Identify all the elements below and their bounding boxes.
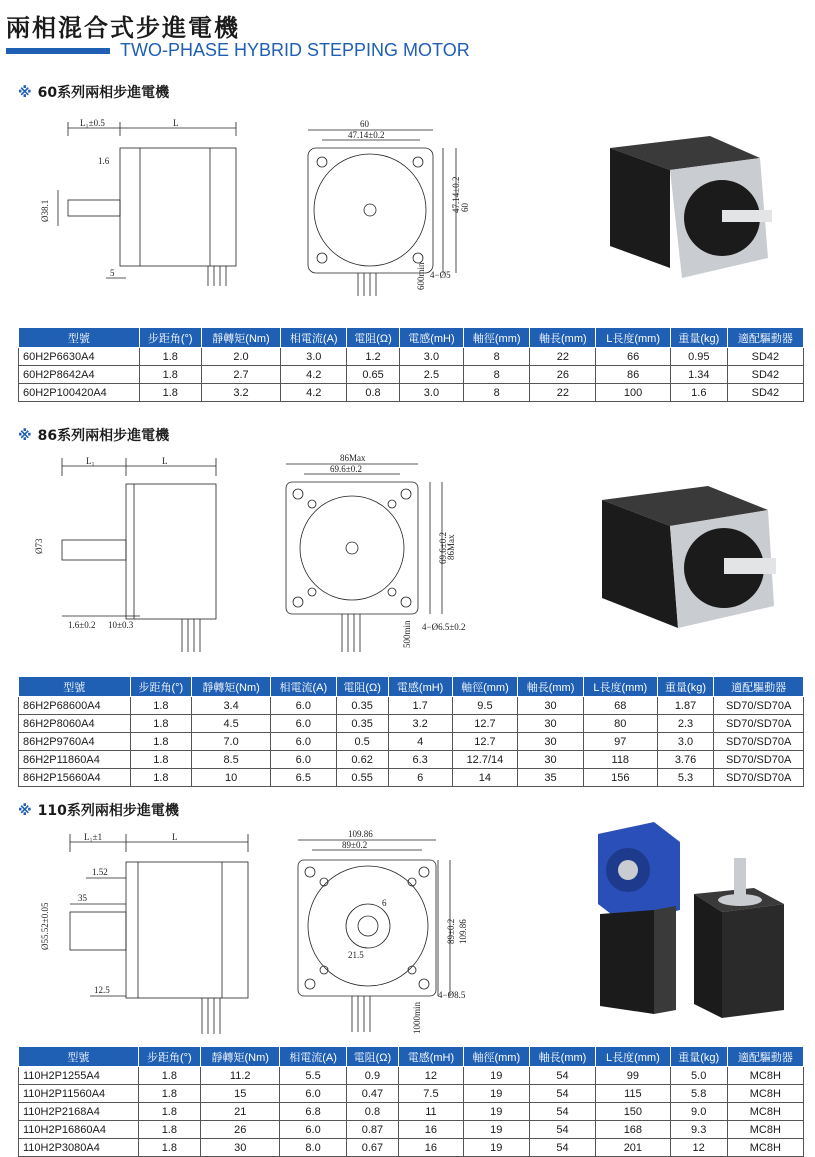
dim-110-l1: L₁±1 — [84, 832, 103, 842]
dim-60-5: 5 — [110, 268, 115, 278]
motor-86-photo — [588, 478, 788, 638]
table-cell: 99 — [596, 1067, 671, 1085]
table-header-row — [19, 328, 804, 348]
table-cell: 15 — [200, 1085, 280, 1103]
table-row — [19, 1121, 804, 1139]
col-shaft-dia: 軸徑(mm) — [463, 1047, 529, 1067]
table-cell: 1.8 — [138, 1121, 200, 1139]
col-length: L長度(mm) — [583, 677, 657, 697]
table-row — [19, 1139, 804, 1157]
section-86-front-drawing — [282, 452, 492, 662]
table-cell: 6.0 — [271, 715, 337, 733]
section-110-heading — [18, 800, 179, 820]
table-cell: 2.7 — [201, 366, 280, 384]
dim-60-right-inner: 47.14±0.2 — [451, 176, 461, 213]
table-cell: 0.35 — [336, 715, 388, 733]
dim-60-front-outer: 60 — [360, 119, 369, 129]
col-shaft-dia: 軸徑(mm) — [464, 328, 530, 348]
table-cell: 1.8 — [130, 715, 192, 733]
table-cell: 3.2 — [201, 384, 280, 402]
table-cell: 54 — [529, 1103, 595, 1121]
dim-86-hole: 4−Ø6.5±0.2 — [422, 622, 466, 632]
table-cell: 35 — [518, 769, 584, 787]
table-cell: 1.8 — [130, 697, 192, 715]
col-length: L長度(mm) — [596, 328, 670, 348]
section-110-title: 110系列兩相步進電機 — [37, 803, 179, 819]
table-cell: 3.4 — [192, 697, 271, 715]
table-cell: SD70/SD70A — [714, 751, 804, 769]
table-cell: 14 — [452, 769, 518, 787]
table-row — [19, 348, 804, 366]
table-cell: 10 — [192, 769, 271, 787]
table-cell: 60H2P6630A4 — [19, 348, 140, 366]
section-60-title: 60系列兩相步進電機 — [37, 85, 170, 101]
table-cell: 1.8 — [138, 1139, 200, 1157]
col-driver: 適配驅動器 — [714, 677, 804, 697]
table-cell: 168 — [596, 1121, 671, 1139]
table-cell: 0.5 — [336, 733, 388, 751]
table-cell: 110H2P3080A4 — [19, 1139, 139, 1157]
table-cell: 5.8 — [670, 1085, 727, 1103]
table-cell: 1.8 — [130, 733, 192, 751]
table-cell: 6.0 — [271, 751, 337, 769]
section-60-heading — [18, 82, 169, 102]
table-cell: 6.8 — [280, 1103, 346, 1121]
dim-60-1-6: 1.6 — [98, 156, 110, 166]
table-cell: 0.47 — [346, 1085, 398, 1103]
table-cell: 12.7 — [452, 733, 518, 751]
table-cell: SD70/SD70A — [714, 733, 804, 751]
table-cell: SD70/SD70A — [714, 715, 804, 733]
dim-110-dia: Ø55.52±0.05 — [40, 902, 50, 950]
table-cell: 68 — [583, 697, 657, 715]
col-resistance: 電阻(Ω) — [346, 1047, 398, 1067]
table-cell: 118 — [583, 751, 657, 769]
table-cell: 1.8 — [138, 1067, 200, 1085]
table-cell: MC8H — [727, 1067, 803, 1085]
table-row — [19, 366, 804, 384]
table-cell: 3.76 — [657, 751, 714, 769]
table-cell: 1.8 — [138, 1085, 200, 1103]
dim-110-lead: 1000min — [412, 1001, 422, 1034]
col-step-angle: 步距角(°) — [138, 1047, 200, 1067]
col-current: 相電流(A) — [281, 328, 347, 348]
col-weight: 重量(kg) — [670, 328, 727, 348]
table-cell: 0.35 — [336, 697, 388, 715]
table-cell: 0.62 — [336, 751, 388, 769]
table-cell: 2.0 — [201, 348, 280, 366]
table-cell: 22 — [530, 384, 596, 402]
col-holding-torque: 靜轉矩(Nm) — [192, 677, 271, 697]
table-row — [19, 1085, 804, 1103]
table-cell: 8 — [464, 348, 530, 366]
table-cell: 86H2P68600A4 — [19, 697, 131, 715]
col-shaft-len: 軸長(mm) — [529, 1047, 595, 1067]
table-cell: 86H2P15660A4 — [19, 769, 131, 787]
dim-110-1-52: 1.52 — [92, 867, 108, 877]
col-step-angle: 步距角(°) — [139, 328, 201, 348]
table-cell: 1.8 — [139, 384, 201, 402]
table-cell: 201 — [596, 1139, 671, 1157]
table-cell: 1.2 — [347, 348, 399, 366]
section-86-side-drawing — [22, 452, 222, 652]
reference-mark-icon: ※ — [18, 803, 32, 819]
table-cell: 30 — [518, 715, 584, 733]
col-holding-torque: 靜轉矩(Nm) — [201, 328, 280, 348]
dim-60-dia: Ø38.1 — [40, 199, 50, 222]
table-cell: 86 — [596, 366, 670, 384]
table-cell: 66 — [596, 348, 670, 366]
table-cell: 3.2 — [388, 715, 452, 733]
table-row — [19, 384, 804, 402]
table-cell: SD70/SD70A — [714, 697, 804, 715]
table-cell: 9.5 — [452, 697, 518, 715]
table-cell: 30 — [518, 751, 584, 769]
table-row — [19, 769, 804, 787]
col-model: 型號 — [19, 1047, 139, 1067]
table-cell: 3.0 — [399, 384, 463, 402]
table-cell: 12.7 — [452, 715, 518, 733]
dim-86-front-outer: 86Max — [340, 453, 366, 463]
table-cell: 30 — [518, 733, 584, 751]
dim-86-b1: 1.6±0.2 — [68, 620, 96, 630]
dim-60-front-inner: 47.14±0.2 — [348, 130, 385, 140]
dim-86-l1: L₁ — [86, 456, 95, 466]
table-cell: 150 — [596, 1103, 671, 1121]
dim-110-21-5: 21.5 — [348, 950, 364, 960]
table-cell: 1.7 — [388, 697, 452, 715]
table-cell: 110H2P1255A4 — [19, 1067, 139, 1085]
col-shaft-len: 軸長(mm) — [530, 328, 596, 348]
dim-60-lead: 600min — [416, 262, 426, 290]
dim-60-l1: L₁±0.5 — [80, 118, 105, 128]
table-cell: 2.5 — [399, 366, 463, 384]
dim-110-hole: 4−Ø8.5 — [438, 990, 466, 1000]
table-cell: MC8H — [727, 1085, 803, 1103]
table-cell: 19 — [463, 1085, 529, 1103]
table-cell: 4.5 — [192, 715, 271, 733]
col-shaft-dia: 軸徑(mm) — [452, 677, 518, 697]
table-cell: 2.3 — [657, 715, 714, 733]
table-cell: 8 — [464, 366, 530, 384]
table-cell: 1.8 — [130, 751, 192, 769]
table-cell: 8.5 — [192, 751, 271, 769]
dim-86-front-inner: 69.6±0.2 — [330, 464, 362, 474]
table-cell: 4 — [388, 733, 452, 751]
section-110-side-drawing — [22, 828, 252, 1038]
col-driver: 適配驅動器 — [727, 1047, 803, 1067]
table-cell: 9.3 — [670, 1121, 727, 1139]
dim-86-dia: Ø73 — [34, 538, 44, 554]
motor-60-photo — [590, 128, 780, 278]
table-cell: 0.67 — [346, 1139, 398, 1157]
col-model: 型號 — [19, 677, 131, 697]
table-cell: 12 — [399, 1067, 464, 1085]
table-cell: SD42 — [727, 348, 803, 366]
table-cell: 60H2P100420A4 — [19, 384, 140, 402]
table-cell: 0.8 — [347, 384, 399, 402]
col-length: L長度(mm) — [596, 1047, 671, 1067]
table-cell: 19 — [463, 1067, 529, 1085]
table-cell: 6.0 — [271, 733, 337, 751]
table-cell: 54 — [529, 1085, 595, 1103]
motor-110-gearbox-photo — [584, 814, 799, 1024]
table-cell: SD42 — [727, 384, 803, 402]
table-cell: 6.5 — [271, 769, 337, 787]
col-inductance: 電感(mH) — [399, 328, 463, 348]
col-current: 相電流(A) — [280, 1047, 346, 1067]
section-110-front-drawing — [294, 828, 494, 1038]
table-cell: 3.0 — [399, 348, 463, 366]
dim-60-l: L — [173, 118, 179, 128]
table-cell: 110H2P2168A4 — [19, 1103, 139, 1121]
table-cell: 11 — [399, 1103, 464, 1121]
table-cell: 6.0 — [271, 697, 337, 715]
table-cell: 100 — [596, 384, 670, 402]
reference-mark-icon: ※ — [18, 428, 32, 444]
table-cell: 11.2 — [200, 1067, 280, 1085]
reference-mark-icon: ※ — [18, 85, 32, 101]
table-cell: 1.6 — [670, 384, 727, 402]
dim-86-lead: 500min — [402, 620, 412, 648]
table-cell: 19 — [463, 1139, 529, 1157]
table-cell: 6.0 — [280, 1085, 346, 1103]
table-cell: 4.2 — [281, 384, 347, 402]
table-cell: 110H2P16860A4 — [19, 1121, 139, 1139]
table-cell: 6.0 — [280, 1121, 346, 1139]
table-cell: 54 — [529, 1121, 595, 1139]
page-title-en: TWO-PHASE HYBRID STEPPING MOTOR — [120, 40, 470, 60]
table-cell: 3.0 — [657, 733, 714, 751]
table-cell: 19 — [463, 1121, 529, 1139]
dim-60-right-outer: 60 — [460, 203, 470, 212]
table-cell: 60H2P8642A4 — [19, 366, 140, 384]
table-cell: 0.65 — [347, 366, 399, 384]
table-cell: 7.0 — [192, 733, 271, 751]
table-row — [19, 715, 804, 733]
table-cell: 80 — [583, 715, 657, 733]
table-cell: 5.5 — [280, 1067, 346, 1085]
dim-60-hole: 4−Ø5 — [430, 270, 451, 280]
table-cell: 0.9 — [346, 1067, 398, 1085]
table-cell: 86H2P8060A4 — [19, 715, 131, 733]
dim-86-right-outer: 86Max — [446, 534, 456, 560]
spec-table-86 — [18, 676, 804, 787]
table-row — [19, 751, 804, 769]
table-cell: 16 — [399, 1121, 464, 1139]
dim-110-35: 35 — [78, 893, 87, 903]
table-cell: 21 — [200, 1103, 280, 1121]
table-cell: 1.34 — [670, 366, 727, 384]
table-cell: 0.87 — [346, 1121, 398, 1139]
table-cell: 26 — [530, 366, 596, 384]
table-cell: 8.0 — [280, 1139, 346, 1157]
section-86-heading — [18, 425, 169, 445]
table-cell: MC8H — [727, 1121, 803, 1139]
dim-110-right-outer: 109.86 — [458, 919, 468, 944]
table-cell: 0.55 — [336, 769, 388, 787]
table-header-row — [19, 677, 804, 697]
title-underline — [6, 48, 110, 54]
table-cell: 22 — [530, 348, 596, 366]
table-cell: 4.2 — [281, 366, 347, 384]
table-cell: SD70/SD70A — [714, 769, 804, 787]
table-cell: 12 — [670, 1139, 727, 1157]
table-cell: 1.8 — [139, 348, 201, 366]
table-cell: 3.0 — [281, 348, 347, 366]
spec-table-110 — [18, 1046, 804, 1157]
table-cell: 12.7/14 — [452, 751, 518, 769]
table-row — [19, 697, 804, 715]
table-cell: 0.95 — [670, 348, 727, 366]
table-cell: 86H2P9760A4 — [19, 733, 131, 751]
table-cell: 30 — [518, 697, 584, 715]
dim-86-right-inner: 69.6±0.2 — [438, 532, 448, 564]
table-row — [19, 733, 804, 751]
table-cell: 54 — [529, 1067, 595, 1085]
table-cell: 9.0 — [670, 1103, 727, 1121]
table-cell: SD42 — [727, 366, 803, 384]
dim-110-front-inner: 89±0.2 — [342, 840, 368, 850]
table-cell: 5.0 — [670, 1067, 727, 1085]
section-86-title: 86系列兩相步進電機 — [37, 428, 170, 444]
table-cell: 1.8 — [130, 769, 192, 787]
table-cell: 97 — [583, 733, 657, 751]
table-cell: 6.3 — [388, 751, 452, 769]
table-cell: 5.3 — [657, 769, 714, 787]
col-weight: 重量(kg) — [657, 677, 714, 697]
table-cell: 54 — [529, 1139, 595, 1157]
table-cell: 30 — [200, 1139, 280, 1157]
table-cell: 26 — [200, 1121, 280, 1139]
table-cell: 19 — [463, 1103, 529, 1121]
table-cell: 0.8 — [346, 1103, 398, 1121]
table-cell: MC8H — [727, 1139, 803, 1157]
table-cell: 115 — [596, 1085, 671, 1103]
table-cell: 6 — [388, 769, 452, 787]
page-title-zh: 兩相混合式步進電機 — [6, 14, 240, 42]
table-row — [19, 1067, 804, 1085]
dim-110-12-5: 12.5 — [94, 985, 110, 995]
table-row — [19, 1103, 804, 1121]
table-cell: 86H2P11860A4 — [19, 751, 131, 769]
table-cell: 156 — [583, 769, 657, 787]
col-inductance: 電感(mH) — [399, 1047, 464, 1067]
table-header-row — [19, 1047, 804, 1067]
table-cell: 1.8 — [138, 1103, 200, 1121]
table-cell: MC8H — [727, 1103, 803, 1121]
table-cell: 16 — [399, 1139, 464, 1157]
col-shaft-len: 軸長(mm) — [518, 677, 584, 697]
table-cell: 110H2P11560A4 — [19, 1085, 139, 1103]
col-step-angle: 步距角(°) — [130, 677, 192, 697]
table-cell: 1.87 — [657, 697, 714, 715]
col-resistance: 電阻(Ω) — [336, 677, 388, 697]
dim-86-l: L — [162, 456, 168, 466]
table-cell: 1.8 — [139, 366, 201, 384]
section-60-side-drawing — [28, 118, 258, 308]
table-cell: 8 — [464, 384, 530, 402]
dim-110-l: L — [172, 832, 178, 842]
spec-table-60 — [18, 327, 804, 402]
col-model: 型號 — [19, 328, 140, 348]
col-resistance: 電阻(Ω) — [347, 328, 399, 348]
col-current: 相電流(A) — [271, 677, 337, 697]
col-holding-torque: 靜轉矩(Nm) — [200, 1047, 280, 1067]
col-inductance: 電感(mH) — [388, 677, 452, 697]
dim-110-front-outer: 109.86 — [348, 829, 373, 839]
table-cell: 7.5 — [399, 1085, 464, 1103]
dim-110-key: 6 — [382, 898, 387, 908]
dim-86-b2: 10±0.3 — [108, 620, 134, 630]
col-weight: 重量(kg) — [670, 1047, 727, 1067]
dim-110-right-inner: 89±0.2 — [446, 918, 456, 944]
col-driver: 適配驅動器 — [727, 328, 803, 348]
section-60-front-drawing — [298, 118, 498, 308]
